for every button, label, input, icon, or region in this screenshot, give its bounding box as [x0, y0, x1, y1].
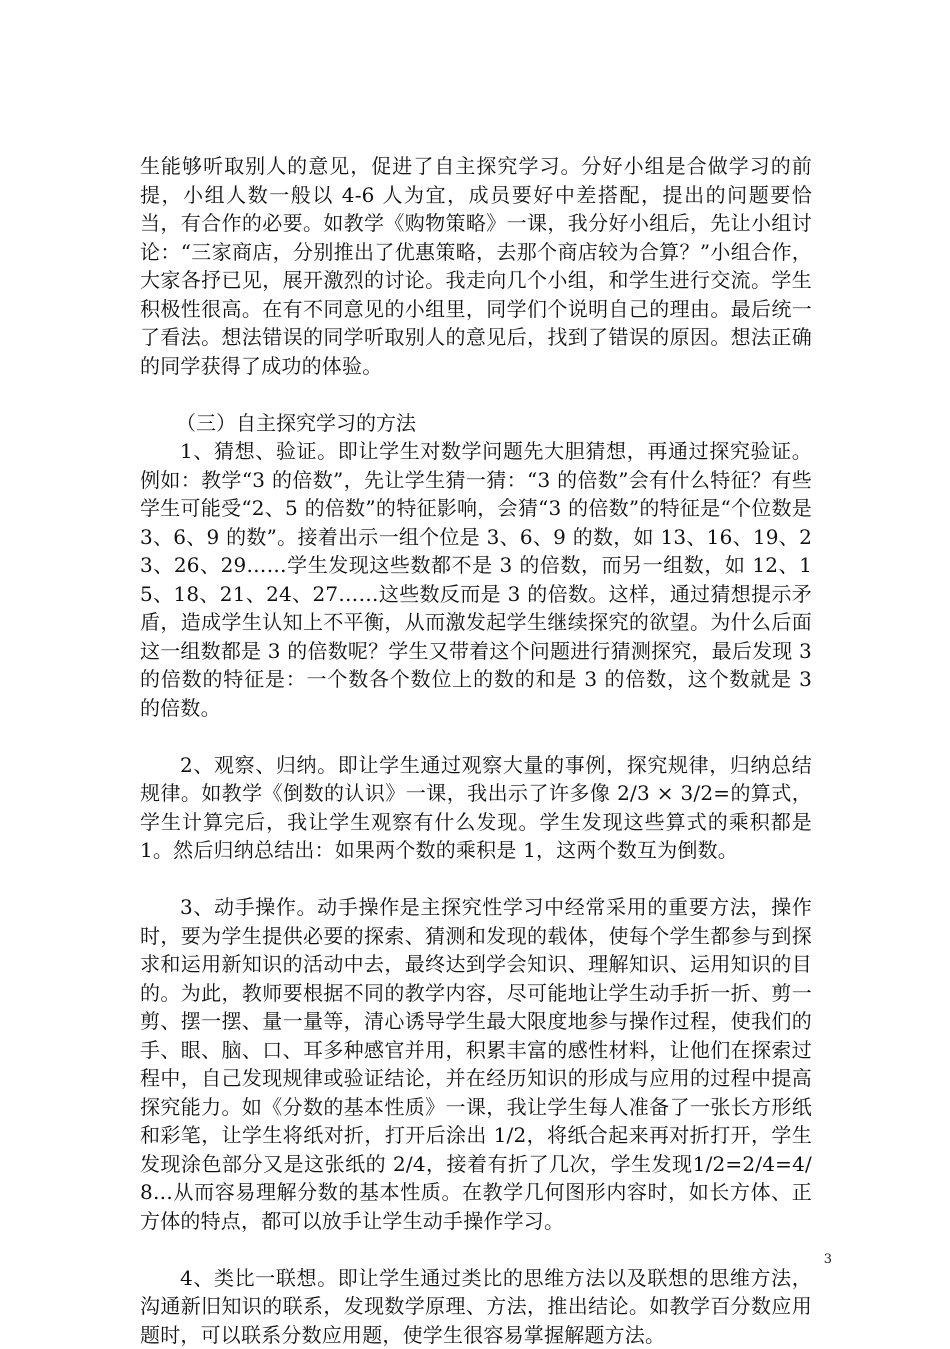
- paragraph-gap: [140, 380, 812, 409]
- section-heading-methods: （三）自主探究学习的方法: [140, 409, 812, 438]
- paragraph-hands-on: 3、动手操作。动手操作是主探究性学习中经常采用的重要方法，操作时，要为学生提供必要的探索、猜测和发现的载体，使每个学生都参与到探求和运用新知识的活动中去，最终达到学会知识、理解知识、运用知识的目的。为此，教师要根据不同的教学内容，尽可能地让学生动手折一折、剪一剪、摆一摆、量一量等，清心诱导学生最大限度地参与操作过程，使我们的手、眼、脑、口、耳多种感官并用，积累丰富的感性材料，让他们在探索过程中，自己发现规律或验证结论，并在经历知识的形成与应用的过程中提高探究能力。如《分数的基本性质》一课，我让学生每人准备了一张长方形纸和彩笔，让学生将纸对折，打开后涂出 1/2，将纸合起来再对折打开，学生发现涂色部分又是这张纸的 2/4，接着有折了几次，学生发现1/2=2/4=4/8…从而容易理解分数的基本性质。在教学几何图形内容时，如长方体、正方体的特点，都可以放手让学生动手操作学习。: [140, 893, 812, 1235]
- paragraph-guess-verify: 1、猜想、验证。即让学生对数学问题先大胆猜想，再通过探究验证。例如：教学“3 的倍数”，先让学生猜一猜：“3 的倍数”会有什么特征？有些学生可能受“2、5 的倍数”的特征影响，会猜“3 的倍数”的特征是“个位数是 3、6、9 的数”。接着出示一组个位是 3、6、9 的数，如 13、16、19、23、26、29……学生发现这些数都不是 3 的倍数，而另一组数，如 12、15、18、21、24、27……这些数反而是 3 的倍数。这样，通过猜想提示矛盾，造成学生认知上不平衡，从而激发起学生继续探究的欲望。为什么后面这一组数都是 3 的倍数呢？学生又带着这个问题进行猜测探究，最后发现 3 的倍数的特征是：一个数各个数位上的数的和是 3 的倍数，这个数就是 3 的倍数。: [140, 437, 812, 722]
- document-body: [140, 152, 812, 1349]
- paragraph-gap: [140, 865, 812, 894]
- paragraph-gap: [140, 1235, 812, 1264]
- paragraph-gap: [140, 722, 812, 751]
- paragraph-observe-induce: 2、观察、归纳。即让学生通过观察大量的事例，探究规律，归纳总结规律。如教学《倒数的认识》一课，我出示了许多像 2/3 × 3/2=的算式，学生计算完后，我让学生观察有什么发现。学生发现这些算式的乘积都是1。然后归纳总结出：如果两个数的乘积是 1，这两个数互为倒数。: [140, 751, 812, 865]
- paragraph-cooperative-learning: 生能够听取别人的意见，促进了自主探究学习。分好小组是合做学习的前提，小组人数一般以 4-6 人为宜，成员要好中差搭配，提出的问题要恰当，有合作的必要。如教学《购物策略》一课，我分好小组后，先让小组讨论：“三家商店，分别推出了优惠策略，去那个商店较为合算？”小组合作，大家各抒已见，展开激烈的讨论。我走向几个小组，和学生进行交流。学生积极性很高。在有不同意见的小组里，同学们个说明自己的理由。最后统一了看法。想法错误的同学听取别人的意见后，找到了错误的原因。想法正确的同学获得了成功的体验。: [140, 152, 812, 380]
- paragraph-analogy: 4、类比一联想。即让学生通过类比的思维方法以及联想的思维方法，沟通新旧知识的联系，发现数学原理、方法，推出结论。如教学百分数应用题时，可以联系分数应用题，使学生很容易掌握解题方法。: [140, 1264, 812, 1349]
- page-number: 3: [824, 1252, 832, 1267]
